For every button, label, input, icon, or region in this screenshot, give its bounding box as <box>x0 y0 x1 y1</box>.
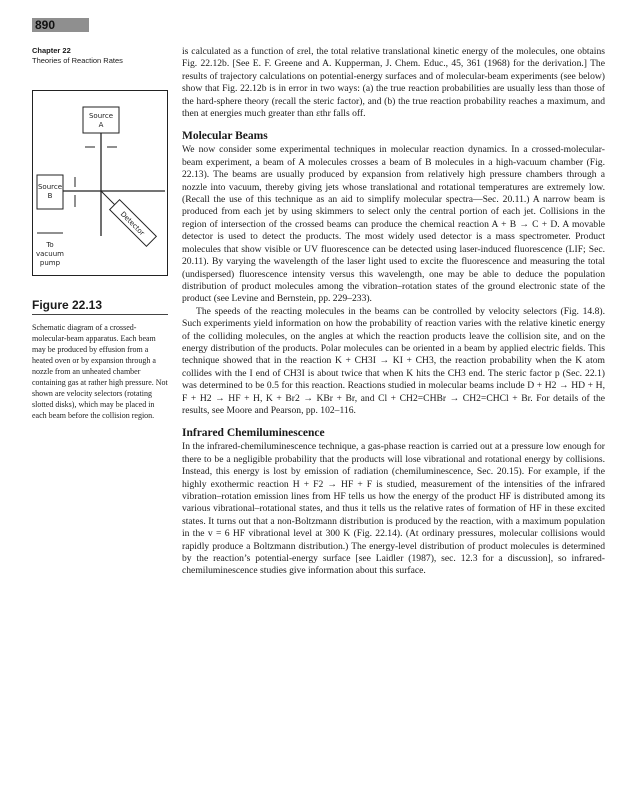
source-a-box <box>83 107 119 133</box>
figure-caption: Schematic diagram of a crossed-molecular-beam apparatus. Each beam may be produced by effusion from a heated oven or by expansion through a nozzle from an unheated chamber containing gas at rather high pressure. Not shown are velocity selectors (rotating slotted disks), which may be placed in each beam before the collision region. <box>32 323 168 420</box>
figure-rule <box>32 314 168 315</box>
page-number: 890 <box>32 18 89 32</box>
main-text <box>182 46 605 578</box>
source-a-label-1: Source <box>88 112 114 120</box>
source-b-label-1: Source <box>37 183 63 191</box>
pump-label-2: vacuum <box>36 250 64 258</box>
source-b-label-2: B <box>47 192 53 200</box>
chapter-label: Chapter 22 <box>32 46 71 55</box>
heading-molecular-beams: Molecular Beams <box>182 130 268 143</box>
crossed-beam-diagram <box>33 91 168 276</box>
detector-group <box>110 200 157 247</box>
paragraph-4: In the infrared-chemiluminescence technique, a gas-phase reaction is carried out at a pressure low enough for there to be a negligible probability that the products will lose vibrational and rotational energy by collisions. Instead, this energy is lost by emission of radiation (chemiluminescence, Sec. 20.15). For example, if the highly exothermic reaction H + F2 → HF + F is studied, measurement of the intensities of the infrared vibration–rotation emission lines from HF tells us how the energy of the product HF is distributed among its various vibrational–rotational states, and thus it tells us the relative rates of formation of HF in these excited states. It turns out that a non-Boltzmann distribution is produced by the reaction, with a maximum population in the v = 6 HF vibrational level at 300 K (Fig. 22.14). (At ordinary pressures, molecular collisions would rapidly produce a Boltzmann distribution.) The energy-level distribution of product molecules is determined by the reaction’s potential-energy surface [see Laidler (1987), sec. 12.3 for a discussion], so infrared-chemiluminescence studies give information about this surface. <box>182 441 605 577</box>
paragraph-2: We now consider some experimental techniques in molecular reaction dynamics. In a crossed-molecular-beam experiment, a beam of A molecules crosses a beam of B molecules in a high-vacuum chamber (Fig. 22.13). The beams are usually produced by expansion from relatively high pressure chambers through a nozzle into vacuum, thereby giving jets whose translational and rotational temperatures are extremely low. (Recall the use of this technique as an aid to simplify molecular spectra—Sec. 20.11.) A narrow beam is produced from each jet by using skimmers to select only the central portion of each jet. Collisions in the region of intersection of the crossed beams can produce the chemical reaction A + B → C + D. A movable detector is used to detect the products. The most widely used detector is a mass spectrometer. Product molecules that show visible or UV fluorescence can be detected using laser-induced fluorescence (LIF; Sec. 20.11). By varying the wavelength of the laser light used to excite the fluorescence and measuring the total (undispersed) fluorescence intensity versus this wavelength, one may be able to deduce the population distribution of product molecules among the vibration–rotation states of the ground electronic state of the product (see Levine and Bernstein, pp. 229–233). <box>182 144 605 305</box>
figure-diagram <box>32 90 168 276</box>
pump-label-1: To <box>46 241 54 249</box>
detector-label: Detector <box>118 210 146 238</box>
paragraph-1: is calculated as a function of εrel, the total relative translational kinetic energy of the molecules, one obtains Fig. 22.12b. [See E. F. Greene and A. Kupperman, J. Chem. Educ., 45, 361 (1968) for the derivation.] The results of trajectory calculations on potential-energy surfaces and of molecular-beam experiments (see below) show that Fig. 22.12b is in error in two ways: (a) the true reaction probabilities are usually less than those of the hard-sphere theory (recall the steric factor), and (b) the true reaction probability reaches a maximum, and then at energies much greater than εthr falls off. <box>182 46 605 120</box>
figure-title: Figure 22.13 <box>32 298 103 312</box>
heading-infrared-chemiluminescence: Infrared Chemiluminescence <box>182 427 325 440</box>
pump-label-3: pump <box>39 259 61 267</box>
source-a-label-2: A <box>98 121 104 129</box>
paragraph-3: The speeds of the reacting molecules in the beams can be controlled by velocity selectors (Fig. 14.8). Such experiments yield information on how the probability of reaction varies with the relative kinetic energy of the colliding molecules, on the angles at which the reaction products leave the collision site, and on the energy distribution of the products. Polar molecules can be oriented in a beam by applied electric fields. This technique showed that in the reaction K + CH3I → KI + CH3, the reaction probability when the K atom collides with the I end of CH3I is about twice that when K hits the CH3 end. The steric factor p (Sec. 22.1) was determined to be 0.5 for this reaction. Reactions studied in molecular beams include D + H2 → HD + H, F + H2 → HF + H, K + Br2 → KBr + Br, and Cl + CH2=CHBr → CH2=CHCl + Br. For details of the results, see Moore and Pearson, pp. 102–116. <box>182 305 605 416</box>
chapter-title: Theories of Reaction Rates <box>32 56 123 65</box>
